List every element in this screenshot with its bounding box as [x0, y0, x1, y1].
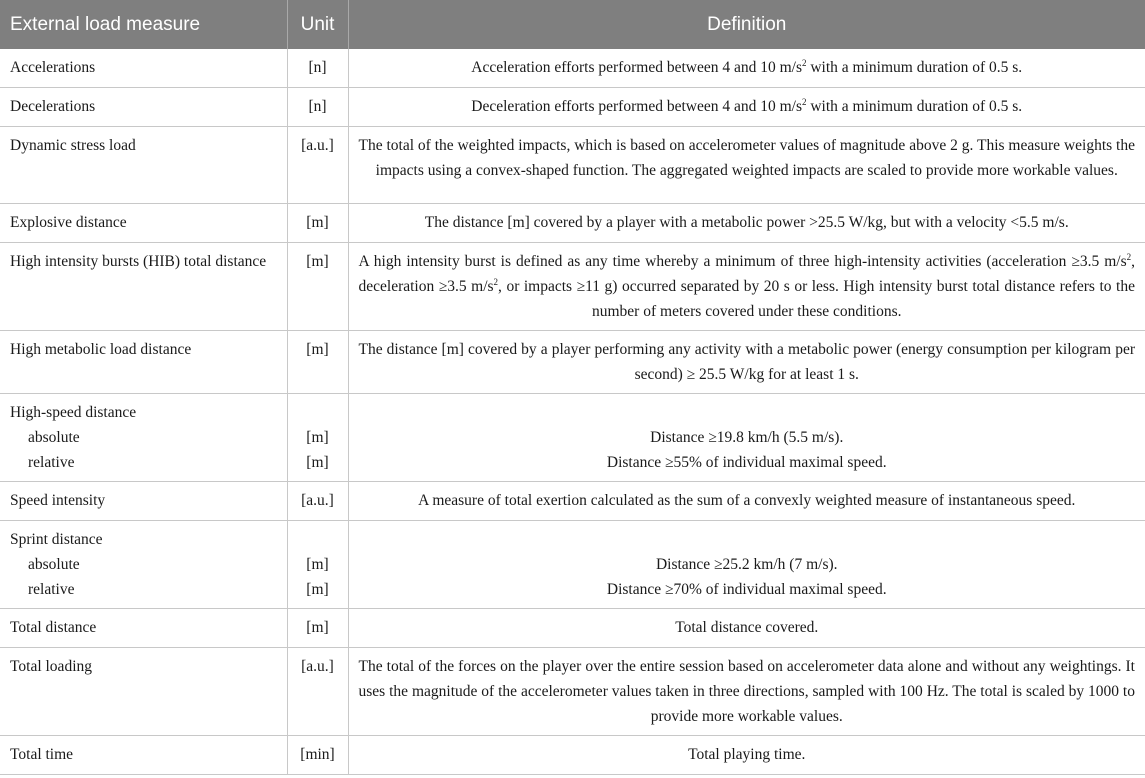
measure-cell: Speed intensity	[0, 482, 287, 521]
unit-cell	[287, 394, 348, 482]
measure-cell: High intensity bursts (HIB) total distance	[0, 243, 287, 331]
definition-text: A high intensity burst is defined as any time whereby a minimum of three high-intensity activities (acceleration ≥3.5 m/s	[358, 253, 1127, 270]
table-row	[0, 609, 1145, 648]
table-row	[0, 394, 1145, 482]
unit-cell: [n]	[287, 88, 348, 127]
definition-cell: The total of the weighted impacts, which is based on accelerometer values of magnitude above 2 g. This measure weights the impacts using a convex-shaped function. The aggregated weighted impacts are scaled to provide more workable values.	[348, 127, 1145, 204]
sub-definition: Distance ≥70% of individual maximal speed.	[606, 581, 887, 598]
sub-label: relative	[28, 454, 75, 471]
definition-cell	[348, 243, 1145, 331]
sub-label: relative	[28, 581, 75, 598]
measure-cell: Total loading	[0, 648, 287, 736]
unit-cell: [n]	[287, 49, 348, 88]
sub-label: absolute	[28, 429, 80, 446]
definition-text: , or impacts ≥11 g) occurred separated by 20 s or less. High intensity burst total distance refers to the number of meters covered under these conditions.	[498, 278, 1135, 320]
table-row	[0, 648, 1145, 736]
unit-cell: [a.u.]	[287, 482, 348, 521]
sub-unit: [m]	[306, 581, 329, 598]
measure-cell: Accelerations	[0, 49, 287, 88]
definition-text: , deceleration ≥3.5 m/s	[358, 253, 1135, 295]
superscript: 2	[801, 97, 807, 107]
definition-cell: Total playing time.	[348, 736, 1145, 775]
superscript: 2	[801, 58, 807, 68]
definition-cell: A measure of total exertion calculated as the sum of a convexly weighted measure of instantaneous speed.	[348, 482, 1145, 521]
measure-cell	[0, 394, 287, 482]
sub-definition: Distance ≥25.2 km/h (7 m/s).	[655, 556, 838, 573]
definition-cell	[348, 394, 1145, 482]
definition-text: Deceleration efforts performed between 4 and 10 m/s	[471, 98, 802, 115]
sub-label: absolute	[28, 556, 80, 573]
measure-cell: Total time	[0, 736, 287, 775]
table-row	[0, 127, 1145, 204]
table-row	[0, 88, 1145, 127]
measure-cell: Decelerations	[0, 88, 287, 127]
unit-cell: [min]	[287, 736, 348, 775]
definition-cell: The total of the forces on the player over the entire session based on accelerometer data alone and without any weightings. It uses the magnitude of the accelerometer values taken in three directions, sampled with 100 Hz. The total is scaled by 1000 to provide more workable values.	[348, 648, 1145, 736]
unit-cell: [m]	[287, 243, 348, 331]
table-row	[0, 736, 1145, 775]
table-header-row	[0, 0, 1145, 49]
table-row	[0, 243, 1145, 331]
measure-label: Sprint distance	[10, 531, 103, 548]
measure-cell	[0, 521, 287, 609]
measure-cell: Total distance	[0, 609, 287, 648]
definition-cell	[348, 49, 1145, 88]
measure-cell: High metabolic load distance	[0, 331, 287, 394]
sub-unit: [m]	[306, 454, 329, 471]
definition-cell	[348, 521, 1145, 609]
definition-cell: Total distance covered.	[348, 609, 1145, 648]
measure-cell: Dynamic stress load	[0, 127, 287, 204]
unit-cell	[287, 521, 348, 609]
definition-text: with a minimum duration of 0.5 s.	[806, 98, 1023, 115]
definition-text: Acceleration efforts performed between 4 and 10 m/s	[471, 59, 802, 76]
unit-cell: [a.u.]	[287, 648, 348, 736]
measure-label: High-speed distance	[10, 404, 137, 421]
sub-definition: Distance ≥55% of individual maximal speed.	[606, 454, 887, 471]
header-measure: External load measure	[0, 0, 287, 49]
unit-cell: [m]	[287, 331, 348, 394]
definition-text: with a minimum duration of 0.5 s.	[806, 59, 1023, 76]
header-definition: Definition	[348, 0, 1145, 49]
definition-cell: The distance [m] covered by a player performing any activity with a metabolic power (energy consumption per kilogram per second) ≥ 25.5 W/kg for at least 1 s.	[348, 331, 1145, 394]
measure-cell: Explosive distance	[0, 204, 287, 243]
unit-cell: [a.u.]	[287, 127, 348, 204]
table-row	[0, 49, 1145, 88]
sub-unit: [m]	[306, 556, 329, 573]
sub-definition: Distance ≥19.8 km/h (5.5 m/s).	[650, 429, 844, 446]
definition-cell: The distance [m] covered by a player with a metabolic power >25.5 W/kg, but with a velocity <5.5 m/s.	[348, 204, 1145, 243]
unit-cell: [m]	[287, 609, 348, 648]
superscript: 2	[493, 277, 499, 287]
definition-cell	[348, 88, 1145, 127]
superscript: 2	[1126, 252, 1132, 262]
table-row	[0, 482, 1145, 521]
header-unit: Unit	[287, 0, 348, 49]
unit-cell: [m]	[287, 204, 348, 243]
table-row	[0, 521, 1145, 609]
table-row	[0, 204, 1145, 243]
sub-unit: [m]	[306, 429, 329, 446]
table-row	[0, 331, 1145, 394]
